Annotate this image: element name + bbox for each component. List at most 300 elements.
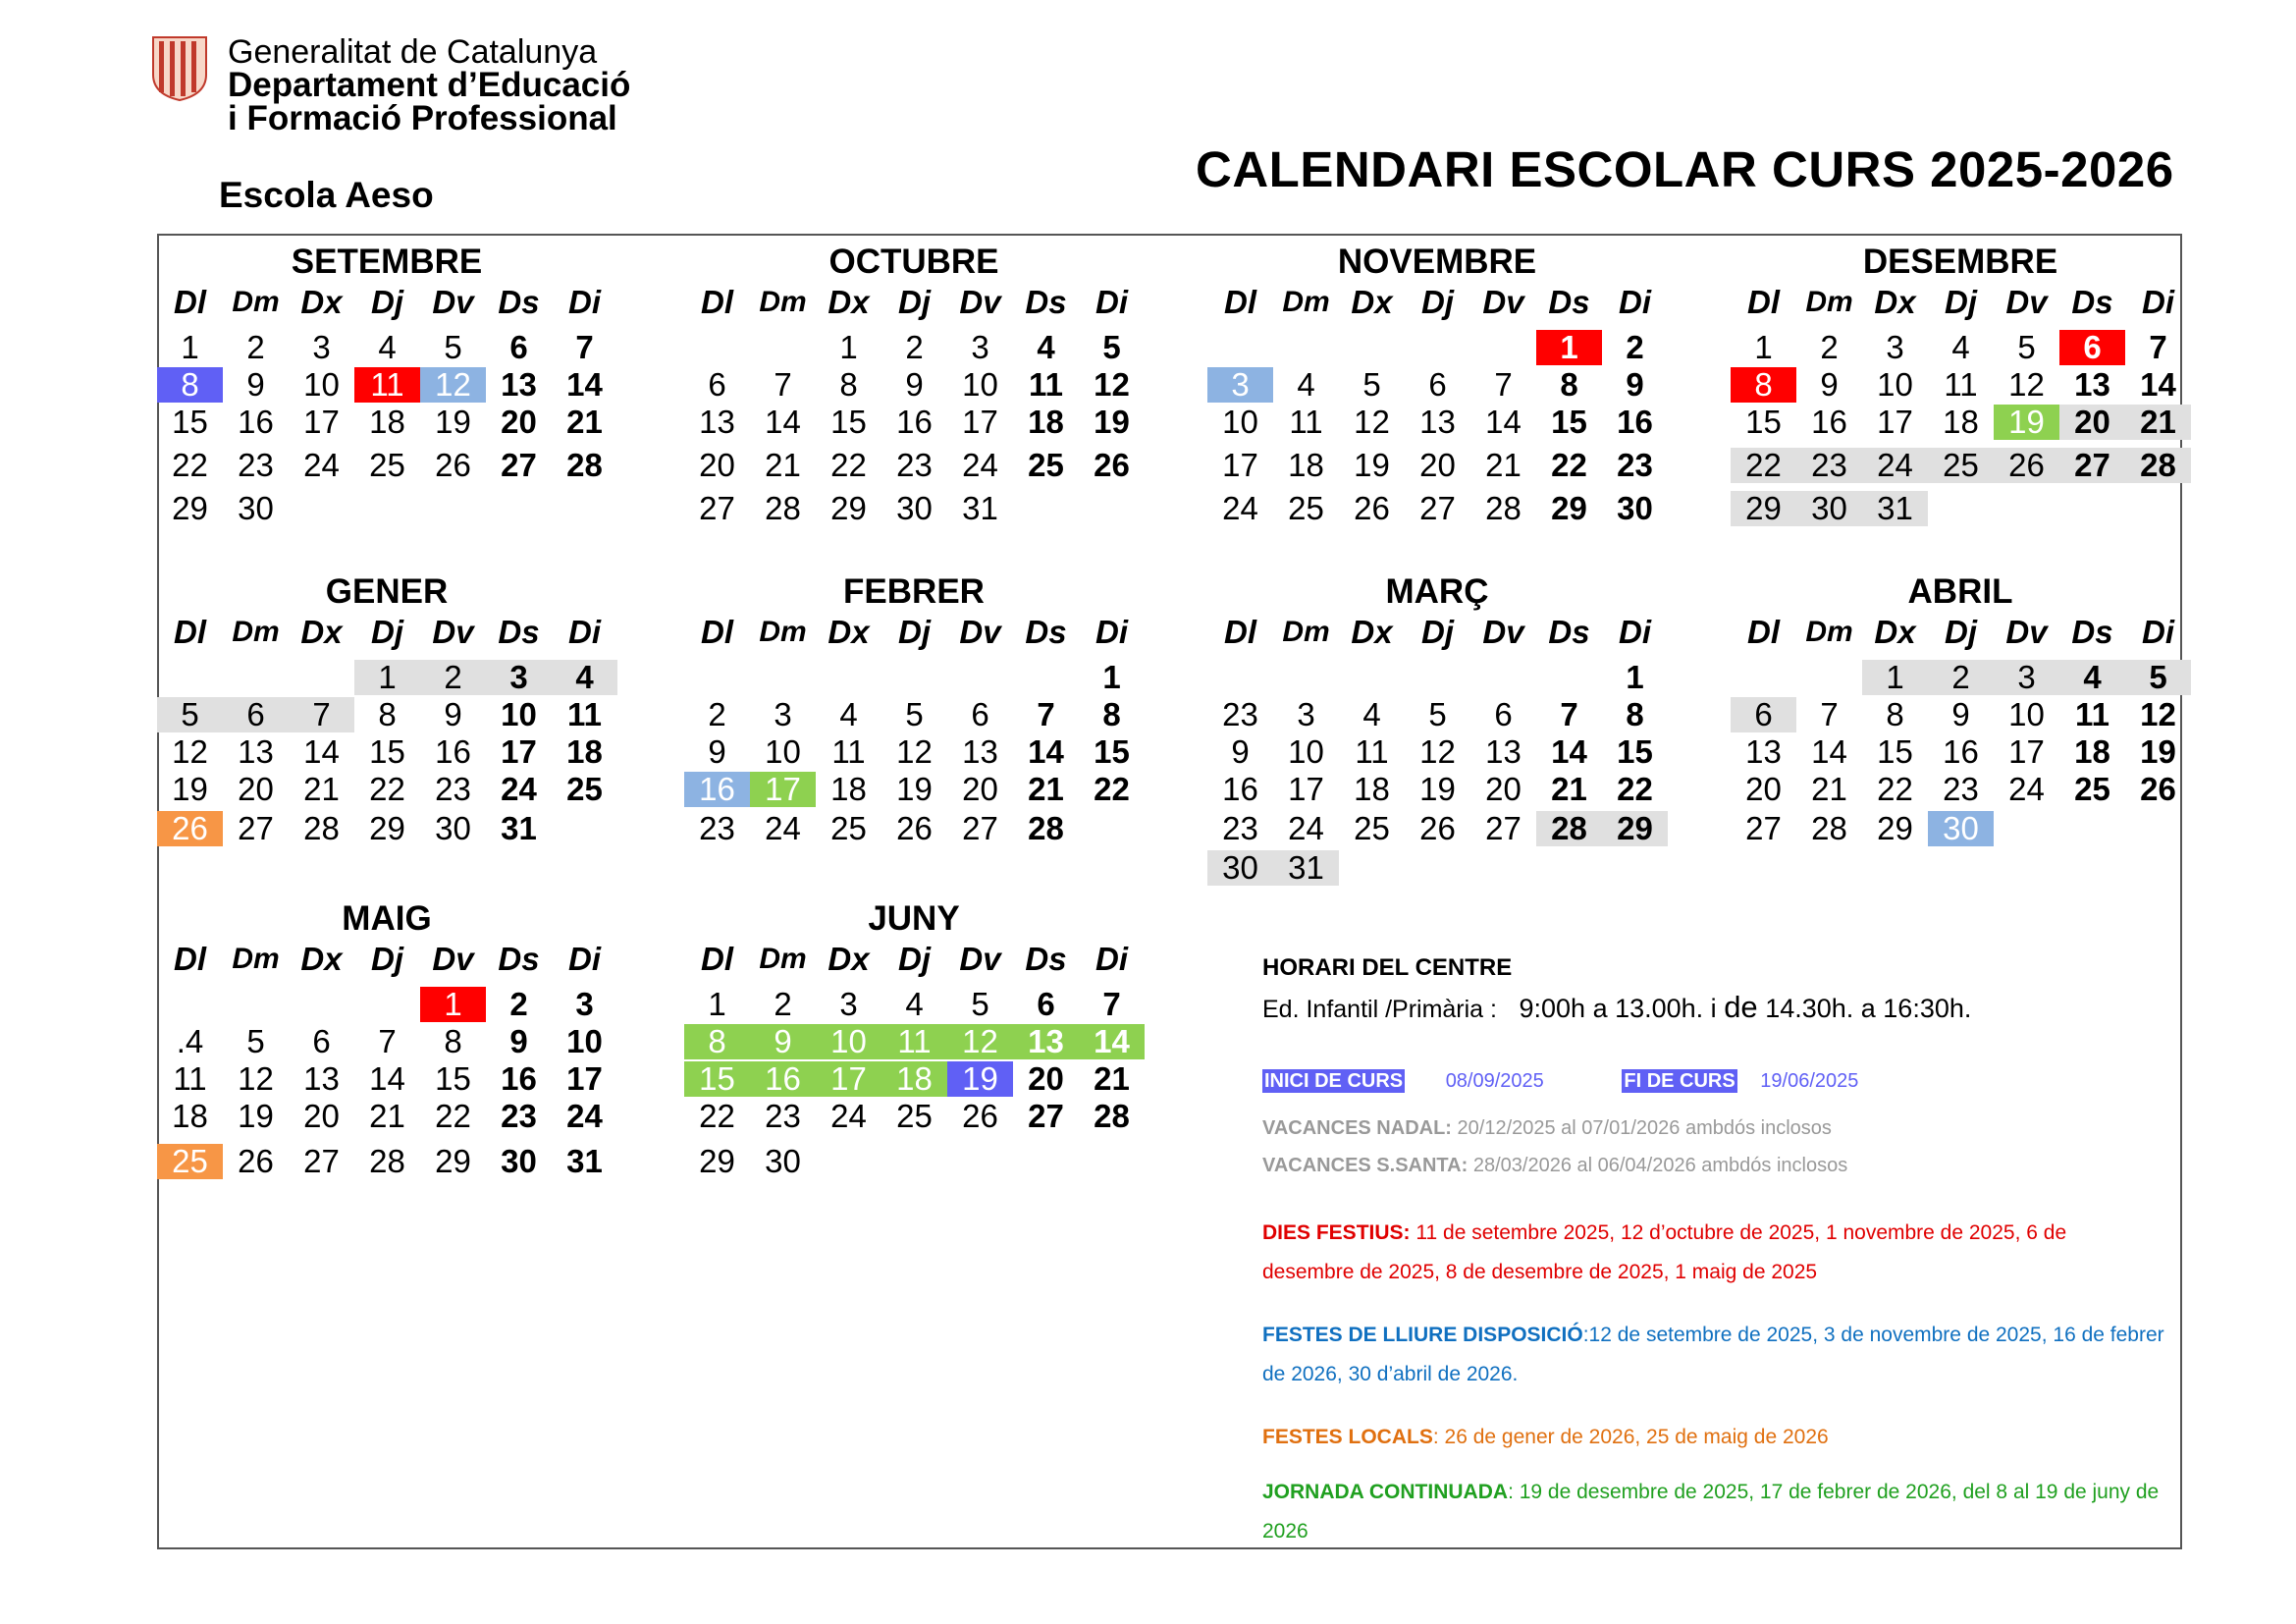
day-cell: 3 xyxy=(1886,329,1904,365)
day-cell: 9 xyxy=(708,733,726,770)
day-cell: 27 xyxy=(1419,490,1456,526)
weekday-label: Ds xyxy=(2071,284,2113,320)
course-dates xyxy=(1262,1070,2165,1093)
day-cell: 26 xyxy=(896,810,933,846)
day-cell: 16 xyxy=(1943,733,1979,770)
day-cell: 29 xyxy=(172,490,208,526)
day-cell: 9 xyxy=(246,366,265,403)
day-cell: 16 xyxy=(896,404,933,440)
day-cell: 18 xyxy=(1028,404,1064,440)
day-cell: 2 xyxy=(905,329,924,365)
day-cell: 6 xyxy=(2059,330,2125,365)
weekday-label: Dm xyxy=(232,616,280,648)
day-cell: 29 xyxy=(369,810,405,846)
day-cell: 11 xyxy=(1029,366,1063,403)
day-cell: 10 xyxy=(2008,696,2045,732)
day-cell: 30 xyxy=(1207,850,1273,886)
day-cell: 28 xyxy=(303,810,340,846)
day-cell: 13 xyxy=(1013,1024,1079,1059)
day-cell: 20 xyxy=(699,447,735,483)
day-cell: 6 xyxy=(312,1023,331,1059)
day-cell: 27 xyxy=(1028,1098,1064,1134)
day-cell: 12 xyxy=(1094,366,1130,403)
day-cell: 12 xyxy=(238,1060,274,1097)
page-title: CALENDARI ESCOLAR CURS 2025-2026 xyxy=(1196,141,2174,197)
weekday-label: Dl xyxy=(1747,614,1780,650)
day-cell: 24 xyxy=(1222,490,1258,526)
day-cell: 15 xyxy=(830,404,867,440)
day-cell: 16 xyxy=(238,404,274,440)
day-cell: 4 xyxy=(1297,366,1315,403)
month-name: MAIG xyxy=(342,899,432,938)
day-cell: 5 xyxy=(1362,366,1381,403)
day-cell: 28 xyxy=(1536,811,1602,846)
free-days xyxy=(1262,1316,2175,1394)
day-cell: 20 xyxy=(501,404,537,440)
day-cell: 21 xyxy=(303,771,340,807)
day-cell: 23 xyxy=(501,1098,537,1134)
weekday-label: Di xyxy=(1619,614,1651,650)
weekday-label: Di xyxy=(568,284,601,320)
day-cell: 6 xyxy=(1494,696,1513,732)
weekday-label: Dm xyxy=(1282,616,1330,648)
day-cell: 1 xyxy=(181,329,199,365)
day-cell: 29 xyxy=(830,490,867,526)
month-name: FEBRER xyxy=(843,572,985,611)
day-cell: 20 xyxy=(303,1098,340,1134)
day-cell: 21 xyxy=(369,1098,405,1134)
weekday-header xyxy=(1207,613,1668,652)
weekday-label: Di xyxy=(1095,614,1128,650)
day-cell: 7 xyxy=(289,697,354,732)
day-cell: 24 xyxy=(303,447,340,483)
weekday-label: Di xyxy=(1095,284,1128,320)
day-cell: 8 xyxy=(839,366,858,403)
free-days-text: :12 de setembre de 2025, 3 de novembre de 2025, 16 de febrer de 2026, 30 d’abril de 2026. xyxy=(1262,1324,2164,1385)
weekday-label: Dm xyxy=(232,286,280,318)
weekday-label: Dl xyxy=(701,614,733,650)
day-cell: 9 xyxy=(1820,366,1839,403)
day-cell: 19 xyxy=(1994,405,2059,440)
weekday-label: Ds xyxy=(1548,284,1590,320)
day-cell: 9 xyxy=(750,1024,816,1059)
weekday-header xyxy=(684,613,1145,652)
day-cell: 12 xyxy=(1354,404,1390,440)
day-cell: 27 xyxy=(1745,810,1782,846)
day-cell: 3 xyxy=(1207,367,1273,403)
day-cell: 8 xyxy=(1731,367,1796,403)
day-cell: 18 xyxy=(172,1098,208,1134)
weekday-header xyxy=(157,283,617,322)
day-cell: 3 xyxy=(971,329,989,365)
day-cell: 13 xyxy=(303,1060,340,1097)
day-cell: 25 xyxy=(1288,490,1324,526)
day-cell: 2 xyxy=(1928,660,1994,695)
day-cell: 4 xyxy=(1037,329,1055,365)
day-cell: 17 xyxy=(750,772,816,807)
weekday-label: Dl xyxy=(1224,614,1256,650)
day-cell: 11 xyxy=(173,1060,207,1097)
day-cell: 28 xyxy=(765,490,801,526)
day-cell: 2 xyxy=(246,329,265,365)
weekday-label: Dj xyxy=(371,941,403,977)
day-cell: 2 xyxy=(509,986,528,1022)
day-cell: 23 xyxy=(1617,447,1653,483)
day-cell: 10 xyxy=(765,733,801,770)
day-cell: 21 xyxy=(2125,405,2191,440)
weekday-label: Dv xyxy=(959,284,1001,320)
day-cell: 28 xyxy=(1811,810,1847,846)
day-cell: 2 xyxy=(1820,329,1839,365)
day-cell: 26 xyxy=(1094,447,1130,483)
day-cell: 16 xyxy=(1617,404,1653,440)
day-cell: 27 xyxy=(699,490,735,526)
day-cell: 21 xyxy=(1028,771,1064,807)
weekday-header xyxy=(1731,283,2191,322)
day-cell: 9 xyxy=(905,366,924,403)
weekday-label: Dj xyxy=(898,614,931,650)
month-name: SETEMBRE xyxy=(291,243,483,281)
day-cell: 19 xyxy=(1354,447,1390,483)
day-cell: 26 xyxy=(238,1143,274,1179)
day-cell: 11 xyxy=(354,367,420,403)
weekday-label: Dx xyxy=(300,941,343,977)
day-cell: 6 xyxy=(1428,366,1447,403)
day-cell: 8 xyxy=(444,1023,462,1059)
day-cell: 19 xyxy=(238,1098,274,1134)
day-cell: 21 xyxy=(1094,1060,1130,1097)
day-cell: 30 xyxy=(238,490,274,526)
day-cell: 27 xyxy=(501,447,537,483)
weekday-label: Dm xyxy=(759,286,807,318)
weekday-label: Dx xyxy=(828,614,870,650)
day-cell: 12 xyxy=(2008,366,2045,403)
day-cell: 25 xyxy=(566,771,603,807)
day-cell: 13 xyxy=(238,733,274,770)
day-cell: 15 xyxy=(369,733,405,770)
day-cell: 8 xyxy=(1102,696,1121,732)
day-cell: 10 xyxy=(566,1023,603,1059)
day-cell: 17 xyxy=(2008,733,2045,770)
weekday-header xyxy=(1207,283,1668,322)
weekday-label: Ds xyxy=(2071,614,2113,650)
day-cell: 1 xyxy=(1862,660,1928,695)
day-cell: 11 xyxy=(567,696,602,732)
day-cell: 27 xyxy=(303,1143,340,1179)
day-cell: 13 xyxy=(2074,366,2110,403)
day-cell: 17 xyxy=(1222,447,1258,483)
weekday-label: Dx xyxy=(1874,614,1916,650)
local-holidays-text: : 26 de gener de 2026, 25 de maig de 2026 xyxy=(1432,1426,1829,1448)
day-cell: 7 xyxy=(1820,696,1839,732)
day-cell: 22 xyxy=(435,1098,471,1134)
day-cell: 10 xyxy=(1222,404,1258,440)
day-cell: 12 xyxy=(420,367,486,403)
day-cell: 3 xyxy=(575,986,594,1022)
day-cell: 4 xyxy=(1951,329,1970,365)
weekday-label: Dl xyxy=(1224,284,1256,320)
day-cell: 12 xyxy=(947,1024,1013,1059)
day-cell: 5 xyxy=(971,986,989,1022)
day-cell: 20 xyxy=(1485,771,1522,807)
day-cell: 17 xyxy=(816,1061,881,1097)
day-cell: 23 xyxy=(1796,448,1862,483)
day-cell: 9 xyxy=(1626,366,1644,403)
day-cell: 20 xyxy=(2059,405,2125,440)
day-cell: 18 xyxy=(2074,733,2110,770)
day-cell: 5 xyxy=(246,1023,265,1059)
day-cell: 28 xyxy=(1485,490,1522,526)
weekday-header xyxy=(157,613,617,652)
day-cell: 29 xyxy=(1877,810,1913,846)
day-cell: 9 xyxy=(444,696,462,732)
weekday-label: Dj xyxy=(1421,614,1454,650)
day-cell: 15 xyxy=(172,404,208,440)
day-cell: 9 xyxy=(509,1023,528,1059)
day-cell: 16 xyxy=(435,733,471,770)
day-cell: 28 xyxy=(1028,810,1064,846)
day-cell: 21 xyxy=(1485,447,1522,483)
weekday-header xyxy=(684,283,1145,322)
day-cell: 3 xyxy=(1994,660,2059,695)
day-cell: 10 xyxy=(816,1024,881,1059)
weekday-label: Ds xyxy=(1025,941,1067,977)
day-cell: 26 xyxy=(2140,771,2176,807)
day-cell: 6 xyxy=(971,696,989,732)
day-cell: 15 xyxy=(1877,733,1913,770)
day-cell: 16 xyxy=(1222,771,1258,807)
day-cell: 25 xyxy=(1354,810,1390,846)
day-cell: 19 xyxy=(947,1061,1013,1097)
day-cell: 25 xyxy=(830,810,867,846)
day-cell: 5 xyxy=(157,697,223,732)
day-cell: 15 xyxy=(1617,733,1653,770)
weekday-label: Dj xyxy=(1945,614,1977,650)
weekday-label: Ds xyxy=(1548,614,1590,650)
day-cell: 24 xyxy=(765,810,801,846)
day-cell: 26 xyxy=(962,1098,998,1134)
day-cell: 24 xyxy=(2008,771,2045,807)
weekday-label: Dj xyxy=(1945,284,1977,320)
day-cell: 26 xyxy=(1354,490,1390,526)
day-cell: 22 xyxy=(830,447,867,483)
day-cell: 27 xyxy=(1485,810,1522,846)
day-cell: 31 xyxy=(1273,850,1339,886)
weekday-label: Dl xyxy=(1747,284,1780,320)
christmas-holidays xyxy=(1262,1117,2165,1140)
day-cell: 7 xyxy=(774,366,792,403)
day-cell: 11 xyxy=(1289,404,1323,440)
weekday-label: Dv xyxy=(1482,614,1524,650)
weekday-label: Dm xyxy=(759,616,807,648)
day-cell: 18 xyxy=(1288,447,1324,483)
day-cell: 10 xyxy=(1288,733,1324,770)
weekday-label: Dj xyxy=(371,284,403,320)
day-cell: 24 xyxy=(1862,448,1928,483)
day-cell: 12 xyxy=(896,733,933,770)
day-cell: 18 xyxy=(830,771,867,807)
month-name: NOVEMBRE xyxy=(1337,243,1537,281)
weekday-label: Dx xyxy=(1874,284,1916,320)
day-cell: 22 xyxy=(1731,448,1796,483)
day-cell: 21 xyxy=(1551,771,1587,807)
weekday-label: Di xyxy=(2142,614,2174,650)
day-cell: 23 xyxy=(1943,771,1979,807)
day-cell: 1 xyxy=(1626,659,1644,695)
day-cell: 22 xyxy=(172,447,208,483)
weekday-label: Dm xyxy=(1805,616,1853,648)
day-cell: 11 xyxy=(2075,696,2109,732)
day-cell: 18 xyxy=(1354,771,1390,807)
continuous-day xyxy=(1262,1473,2165,1551)
day-cell: 19 xyxy=(1419,771,1456,807)
day-cell: 3 xyxy=(312,329,331,365)
day-cell: 28 xyxy=(1094,1098,1130,1134)
course-start-date: 08/09/2025 xyxy=(1445,1070,1544,1092)
day-cell: 16 xyxy=(501,1060,537,1097)
day-cell: 12 xyxy=(172,733,208,770)
day-cell: 14 xyxy=(1485,404,1522,440)
weekday-label: Dv xyxy=(432,941,474,977)
generalitat-logo-icon xyxy=(151,35,208,102)
day-cell: 3 xyxy=(774,696,792,732)
day-cell: 27 xyxy=(2059,448,2125,483)
day-cell: 7 xyxy=(378,1023,397,1059)
day-cell: 15 xyxy=(684,1061,750,1097)
free-days-label: FESTES DE LLIURE DISPOSICIÓ xyxy=(1262,1324,1583,1346)
weekday-label: Dj xyxy=(371,614,403,650)
weekday-header xyxy=(157,940,617,979)
day-cell: 10 xyxy=(962,366,998,403)
day-cell: 29 xyxy=(699,1143,735,1179)
weekday-label: Dl xyxy=(174,941,206,977)
day-cell: 18 xyxy=(1943,404,1979,440)
day-cell: 7 xyxy=(1494,366,1513,403)
day-cell: 15 xyxy=(1094,733,1130,770)
day-cell: 5 xyxy=(1428,696,1447,732)
day-cell: 8 xyxy=(1560,366,1578,403)
continuous-day-label: JORNADA CONTINUADA xyxy=(1262,1481,1509,1503)
day-cell: 31 xyxy=(962,490,998,526)
day-cell: 26 xyxy=(157,811,223,846)
day-cell: 10 xyxy=(501,696,537,732)
weekday-label: Dv xyxy=(2005,284,2048,320)
day-cell: 8 xyxy=(1626,696,1644,732)
day-cell: 26 xyxy=(1419,810,1456,846)
course-end-label: FI DE CURS xyxy=(1624,1070,1735,1092)
day-cell: 30 xyxy=(501,1143,537,1179)
day-cell: 5 xyxy=(444,329,462,365)
day-cell: 4 xyxy=(1362,696,1381,732)
day-cell: 10 xyxy=(1877,366,1913,403)
day-cell: 22 xyxy=(1877,771,1913,807)
day-cell: 17 xyxy=(962,404,998,440)
day-cell: 30 xyxy=(896,490,933,526)
day-cell: 28 xyxy=(2125,448,2191,483)
day-cell: 1 xyxy=(708,986,726,1022)
schedule-title: HORARI DEL CENTRE xyxy=(1262,954,1513,981)
weekday-label: Dv xyxy=(432,614,474,650)
weekday-header xyxy=(1731,613,2191,652)
weekday-label: Dx xyxy=(828,941,870,977)
weekday-label: Di xyxy=(1095,941,1128,977)
day-cell: 7 xyxy=(1560,696,1578,732)
day-cell: 8 xyxy=(1886,696,1904,732)
day-cell: 30 xyxy=(1617,490,1653,526)
weekday-label: Dv xyxy=(2005,614,2048,650)
weekday-label: Dm xyxy=(1805,286,1853,318)
day-cell: 7 xyxy=(1037,696,1055,732)
day-cell: 13 xyxy=(962,733,998,770)
weekday-label: Dm xyxy=(232,943,280,975)
day-cell: 26 xyxy=(1994,448,2059,483)
month-name: DESEMBRE xyxy=(1862,243,2058,281)
day-cell: 6 xyxy=(708,366,726,403)
weekday-label: Ds xyxy=(1025,284,1067,320)
day-cell: 22 xyxy=(369,771,405,807)
day-cell: 12 xyxy=(2140,696,2176,732)
local-holidays xyxy=(1262,1418,2165,1457)
school-name: Escola Aeso xyxy=(219,175,434,215)
day-cell: 25 xyxy=(1928,448,1994,483)
course-start-label: INICI DE CURS xyxy=(1264,1070,1404,1092)
org-line-3: i Formació Professional xyxy=(228,99,617,137)
day-cell: 24 xyxy=(566,1098,603,1134)
day-cell: 17 xyxy=(566,1060,603,1097)
schedule-level: Ed. Infantil /Primària : xyxy=(1262,996,1497,1023)
day-cell: 25 xyxy=(896,1098,933,1134)
day-cell: 18 xyxy=(566,733,603,770)
day-cell: 25 xyxy=(2074,771,2110,807)
day-cell: 5 xyxy=(2125,660,2191,695)
weekday-label: Di xyxy=(568,614,601,650)
day-cell: 17 xyxy=(501,733,537,770)
month-name: GENER xyxy=(325,572,449,611)
day-cell: 13 xyxy=(1419,404,1456,440)
christmas-label: VACANCES NADAL: xyxy=(1262,1117,1452,1139)
day-cell: 11 xyxy=(881,1024,947,1059)
schedule-line xyxy=(1262,990,2165,1025)
weekday-label: Dj xyxy=(898,941,931,977)
weekday-label: Ds xyxy=(498,614,540,650)
day-cell: 6 xyxy=(509,329,528,365)
day-cell: 29 xyxy=(435,1143,471,1179)
easter-holidays xyxy=(1262,1155,2165,1177)
day-cell: 10 xyxy=(303,366,340,403)
day-cell: 8 xyxy=(378,696,397,732)
day-cell: 22 xyxy=(699,1098,735,1134)
day-cell: 14 xyxy=(566,366,603,403)
day-cell: 24 xyxy=(962,447,998,483)
month-name: MARÇ xyxy=(1385,572,1489,611)
day-cell: 23 xyxy=(699,810,735,846)
weekday-label: Dx xyxy=(1351,284,1393,320)
day-cell: 19 xyxy=(435,404,471,440)
day-cell: 1 xyxy=(354,660,420,695)
day-cell: 28 xyxy=(369,1143,405,1179)
weekday-label: Dj xyxy=(898,284,931,320)
schedule-morning: 9:00h a 13.00h. i xyxy=(1519,994,1717,1023)
day-cell: 17 xyxy=(1877,404,1913,440)
day-cell: 14 xyxy=(303,733,340,770)
day-cell: 21 xyxy=(1811,771,1847,807)
day-cell: 16 xyxy=(1811,404,1847,440)
day-cell: 20 xyxy=(1028,1060,1064,1097)
day-cell: 23 xyxy=(238,447,274,483)
day-cell: 13 xyxy=(1745,733,1782,770)
day-cell: 14 xyxy=(1079,1024,1145,1059)
day-cell: 17 xyxy=(1288,771,1324,807)
